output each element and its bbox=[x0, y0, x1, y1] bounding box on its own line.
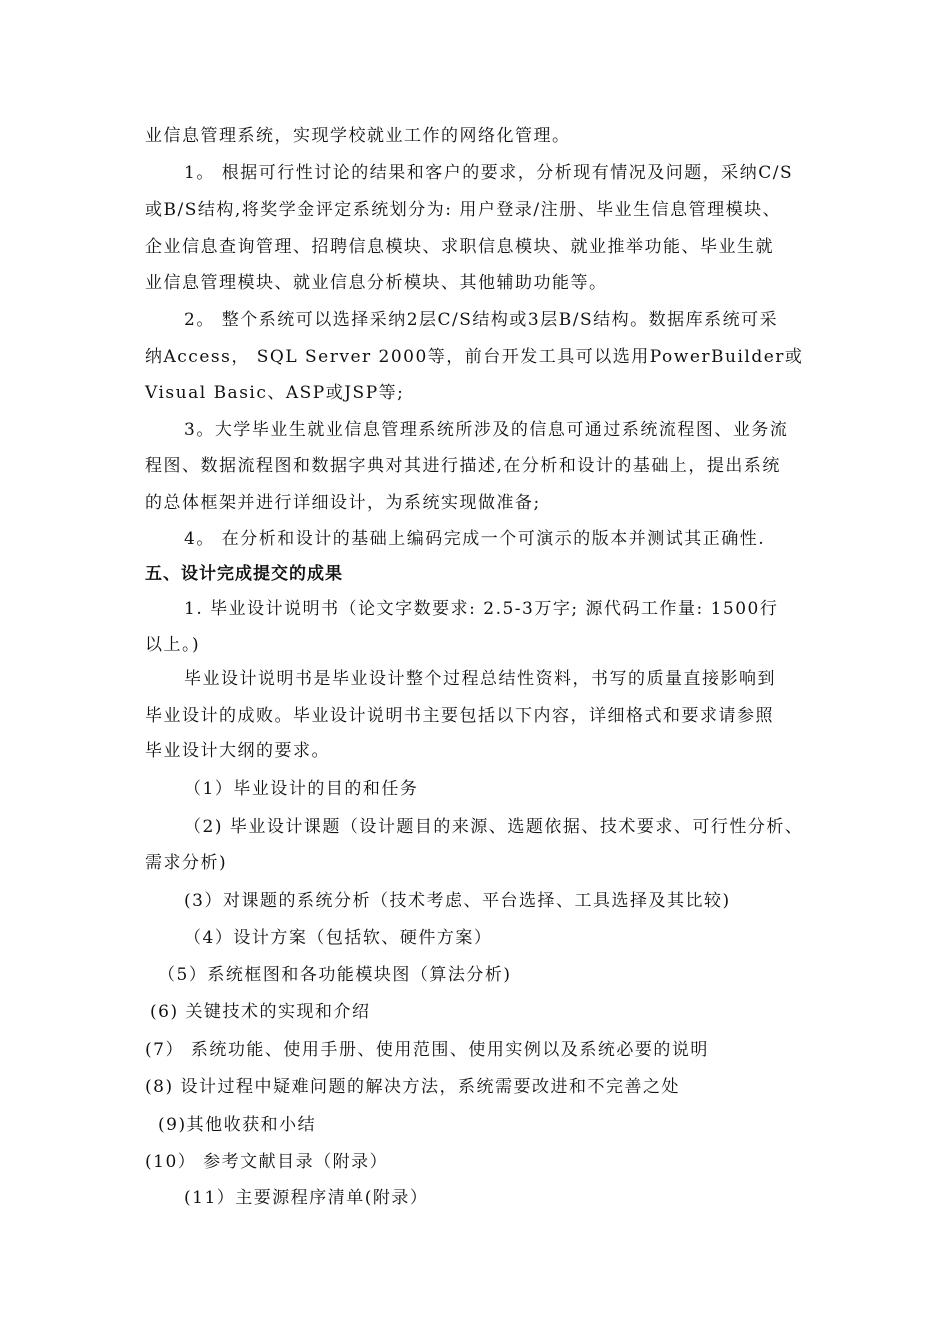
s5-para-line-1: 毕业设计说明书是毕业设计整个过程总结性资料，书写的质量直接影响到 bbox=[184, 669, 776, 689]
item2-line-2: 纳Access， SQL Server 2000等，前台开发工具可以选用PowerBuilder或 bbox=[145, 347, 804, 367]
item1-line-2: 或B/S结构,将奖学金评定系统划分为: 用户登录/注册、毕业生信息管理模块、 bbox=[145, 200, 782, 220]
item2-line-1: 2。 整个系统可以选择采纳2层C/S结构或3层B/S结构。数据库系统可采 bbox=[184, 310, 779, 330]
list-item-3: (3）对课题的系统分析（技术考虑、平台选择、工具选择及其比较) bbox=[184, 891, 731, 911]
list-item-6: (6) 关键技术的实现和介绍 bbox=[150, 1002, 371, 1022]
item4-line: 4。 在分析和设计的基础上编码完成一个可演示的版本并测试其正确性. bbox=[184, 529, 766, 549]
item1-line-4: 业信息管理模块、就业信息分析模块、其他辅助功能等。 bbox=[145, 273, 608, 293]
item3-line-2: 程图、数据流程图和数据字典对其进行描述,在分析和设计的基础上，提出系统 bbox=[145, 456, 781, 476]
item1-line-1: 1。 根据可行性讨论的结果和客户的要求，分析现有情况及问题，采纳C/S bbox=[184, 163, 794, 183]
s5-para-line-2: 毕业设计的成败。毕业设计说明书主要包括以下内容，详细格式和要求请参照 bbox=[145, 706, 774, 726]
item3-line-1: 3。大学毕业生就业信息管理系统所涉及的信息可通过系统流程图、业务流 bbox=[184, 420, 789, 440]
s5-item1-line-2: 以上。) bbox=[145, 635, 201, 655]
list-item-4: （4）设计方案（包括软、硬件方案） bbox=[184, 928, 493, 948]
s5-para-line-3: 毕业设计大纲的要求。 bbox=[145, 741, 330, 761]
item3-line-3: 的总体框架并进行详细设计，为系统实现做准备; bbox=[145, 493, 541, 513]
s5-item1-line-1: 1. 毕业设计说明书（论文字数要求: 2.5-3万字; 源代码工作量: 1500行 bbox=[184, 599, 779, 619]
list-item-9: (9)其他收获和小结 bbox=[158, 1115, 317, 1135]
item1-line-3: 企业信息查询管理、招聘信息模块、求职信息模块、就业推举功能、毕业生就 bbox=[145, 237, 774, 257]
list-item-2: （2) 毕业设计课题（设计题目的来源、选题依据、技术要求、可行性分析、 bbox=[184, 817, 804, 837]
list-item-7: (7） 系统功能、使用手册、使用范围、使用实例以及系统必要的说明 bbox=[145, 1040, 709, 1060]
list-item-11: (11）主要源程序清单(附录） bbox=[184, 1188, 429, 1208]
item2-line-3: Visual Basic、ASP或JSP等; bbox=[145, 383, 405, 403]
list-item-8: (8) 设计过程中疑难问题的解决方法，系统需要改进和不完善之处 bbox=[145, 1077, 680, 1097]
list-item-10: (10） 参考文献目录（附录） bbox=[145, 1152, 389, 1172]
list-item-2-cont: 需求分析) bbox=[145, 853, 228, 873]
list-item-5: （5）系统框图和各功能模块图（算法分析) bbox=[158, 965, 512, 985]
section5-heading: 五、设计完成提交的成果 bbox=[145, 564, 343, 584]
list-item-1: （1）毕业设计的目的和任务 bbox=[184, 779, 419, 799]
intro-continuation-line: 业信息管理系统，实现学校就业工作的网络化管理。 bbox=[145, 126, 571, 146]
